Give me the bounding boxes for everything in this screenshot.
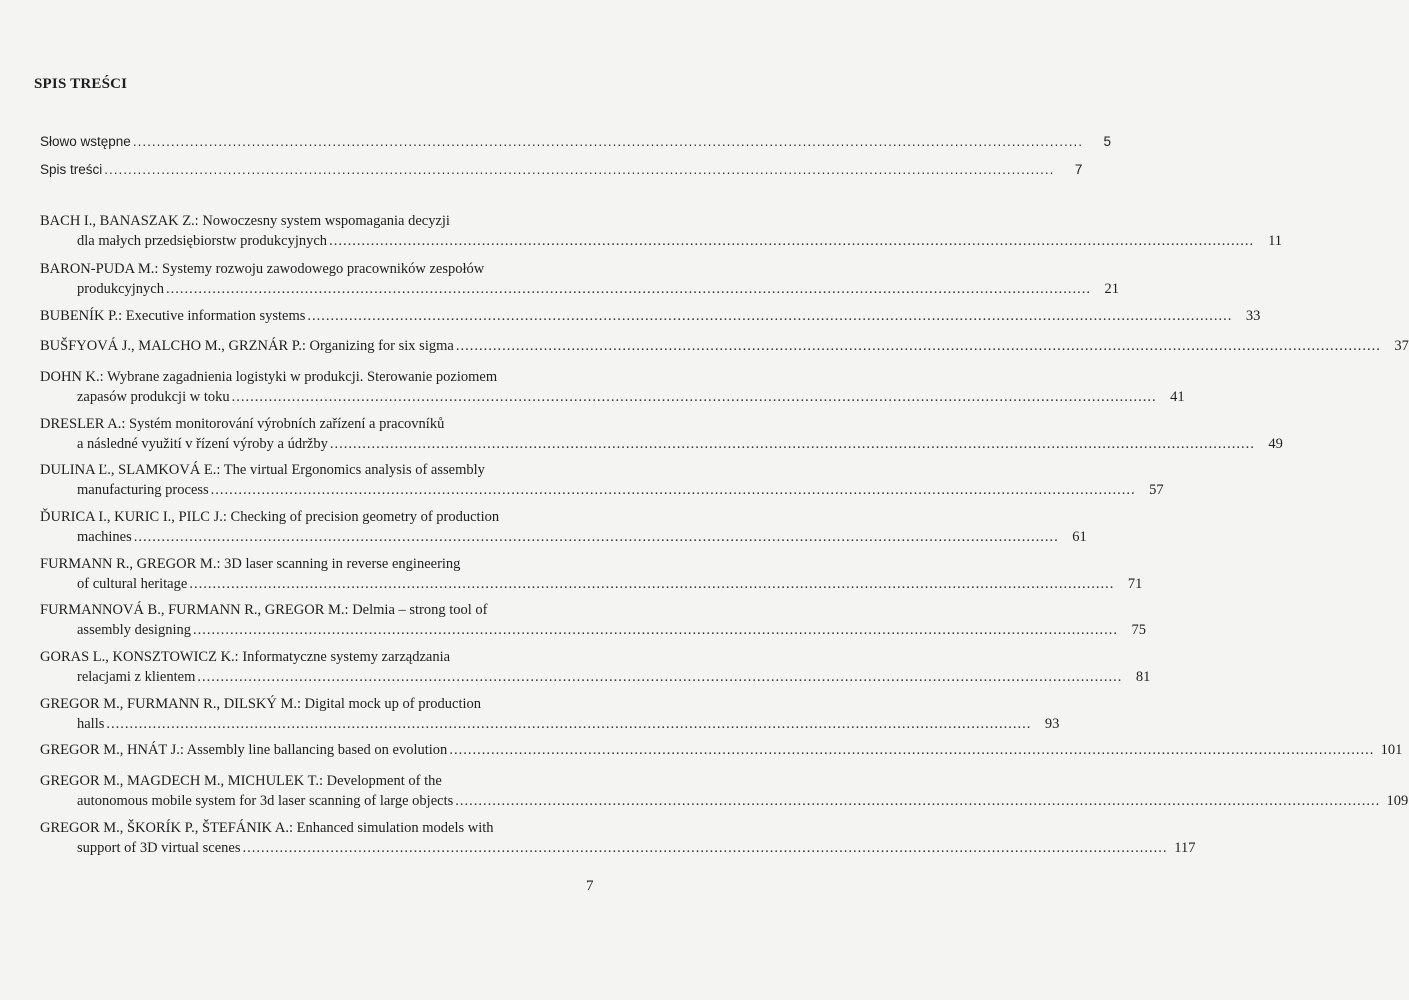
entry-page: 5: [1103, 134, 1111, 149]
toc-entry: [40, 507, 1087, 547]
entry-authors-title: BUBENÍK P.: Executive information systems: [40, 308, 306, 324]
entry-authors-title: FURMANNOVÁ B., FURMANN R., GREGOR M.: Delmia – strong tool of: [40, 602, 488, 618]
dot-leader: ........................................................................................................................................................................................................: [197, 669, 1123, 685]
entry-authors-title: ĎURICA I., KURIC I., PILC J.: Checking of precision geometry of production: [40, 509, 500, 525]
entry-page: 117: [1174, 840, 1196, 856]
entry-page: 33: [1245, 308, 1261, 324]
entry-page: 37: [1394, 338, 1409, 354]
dot-leader: ........................................................................................................................................................................................................: [104, 162, 1055, 177]
dot-leader: ........................................................................................................................................................................................................: [210, 482, 1136, 498]
entry-title-cont: machines: [77, 529, 132, 545]
entry-page: 71: [1127, 576, 1143, 592]
toc-entry: [40, 336, 1409, 356]
dot-leader: ........................................................................................................................................................................................................: [455, 793, 1381, 809]
entry-page: 11: [1268, 233, 1283, 249]
entry-authors-title: BACH I., BANASZAK Z.: Nowoczesny system wspomagania decyzji: [40, 213, 450, 229]
entry-title-cont: dla małych przedsiębiorstw produkcyjnych: [77, 233, 328, 249]
entry-authors-title: GREGOR M., ŠKORÍK P., ŠTEFÁNIK A.: Enhanced simulation models with: [40, 820, 494, 836]
toc-entry: [40, 306, 1261, 326]
entry-title-cont: halls: [77, 716, 105, 732]
entry-page: 49: [1268, 436, 1283, 452]
toc-entry: [40, 414, 1283, 454]
entry-authors-title: FURMANN R., GREGOR M.: 3D laser scanning in reverse engineering: [40, 556, 461, 572]
page-title: SPIS TREŚCI: [34, 76, 128, 92]
entry-page: 7: [1074, 162, 1083, 177]
entry-authors-title: GREGOR M., FURMANN R., DILSKÝ M.: Digital mock up of production: [40, 696, 482, 712]
toc-entry: [40, 647, 1151, 687]
dot-leader: ........................................................................................................................................................................................................: [449, 742, 1375, 758]
entry-page: 109: [1386, 793, 1409, 809]
entry-title-cont: zapasów produkcji w toku: [77, 389, 230, 405]
entry-title-cont: support of 3D virtual scenes: [77, 840, 241, 856]
toc-entry: [40, 211, 1283, 251]
entry-authors-title: DRESLER A.: Systém monitorování výrobních zařízení a pracovníků: [40, 416, 445, 432]
toc-entry: [40, 771, 1409, 811]
dot-leader: ........................................................................................................................................................................................................: [329, 233, 1255, 249]
toc-entry: [40, 160, 1083, 180]
dot-leader: ........................................................................................................................................................................................................: [133, 529, 1059, 545]
entry-page: 41: [1170, 389, 1185, 405]
entry-authors-title: DOHN K.: Wybrane zagadnienia logistyki w produkcji. Sterowanie poziomem: [40, 369, 498, 385]
entry-page: 101: [1380, 742, 1403, 758]
page-number: 7: [586, 878, 594, 894]
dot-leader: ........................................................................................................................................................................................................: [106, 716, 1032, 732]
entry-title-cont: relacjami z klientem: [77, 669, 196, 685]
entry-page: 93: [1044, 716, 1060, 732]
entry-page: 61: [1072, 529, 1087, 545]
toc-entry: [40, 694, 1060, 734]
entry-page: 75: [1131, 622, 1146, 638]
toc-entry: [40, 132, 1111, 152]
toc-entry: [40, 259, 1119, 299]
entry-title: Spis treści: [40, 162, 103, 177]
entry-authors-title: BUŠFYOVÁ J., MALCHO M., GRZNÁR P.: Organizing for six sigma: [40, 338, 454, 354]
toc-entry: [40, 600, 1146, 640]
entry-authors-title: BARON-PUDA M.: Systemy rozwoju zawodowego pracowników zespołów: [40, 261, 485, 277]
entry-page: 57: [1149, 482, 1164, 498]
dot-leader: ........................................................................................................................................................................................................: [455, 338, 1381, 354]
entry-title-cont: assembly designing: [77, 622, 191, 638]
dot-leader: ........................................................................................................................................................................................................: [189, 576, 1115, 592]
dot-leader: ........................................................................................................................................................................................................: [307, 308, 1233, 324]
entry-title-cont: of cultural heritage: [77, 576, 188, 592]
dot-leader: ........................................................................................................................................................................................................: [242, 840, 1168, 856]
toc-entry: [40, 367, 1185, 407]
dot-leader: ........................................................................................................................................................................................................: [329, 436, 1255, 452]
entry-title-cont: a následné využití v řízení výroby a údržby: [77, 436, 328, 452]
entry-authors-title: GORAS L., KONSZTOWICZ K.: Informatyczne systemy zarządzania: [40, 649, 451, 665]
dot-leader: ........................................................................................................................................................................................................: [231, 389, 1157, 405]
entry-title-cont: produkcyjnych: [77, 281, 164, 297]
entry-title: Słowo wstępne: [40, 134, 131, 149]
entry-authors-title: GREGOR M., HNÁT J.: Assembly line ballancing based on evolution: [40, 742, 448, 758]
dot-leader: ........................................................................................................................................................................................................: [192, 622, 1118, 638]
entry-title-cont: manufacturing process: [77, 482, 209, 498]
dot-leader: ........................................................................................................................................................................................................: [165, 281, 1091, 297]
toc-entry: [40, 818, 1196, 858]
entry-authors-title: GREGOR M., MAGDECH M., MICHULEK T.: Development of the: [40, 773, 442, 789]
toc-entry: [40, 554, 1143, 594]
entry-title-cont: autonomous mobile system for 3d laser scanning of large objects: [77, 793, 454, 809]
entry-page: 81: [1135, 669, 1151, 685]
toc-entry: [40, 460, 1164, 500]
toc-entry: [40, 740, 1403, 760]
dot-leader: ........................................................................................................................................................................................................: [132, 134, 1083, 149]
entry-page: 21: [1104, 281, 1119, 297]
entry-authors-title: DULINA Ľ., SLAMKOVÁ E.: The virtual Ergonomics analysis of assembly: [40, 462, 485, 478]
